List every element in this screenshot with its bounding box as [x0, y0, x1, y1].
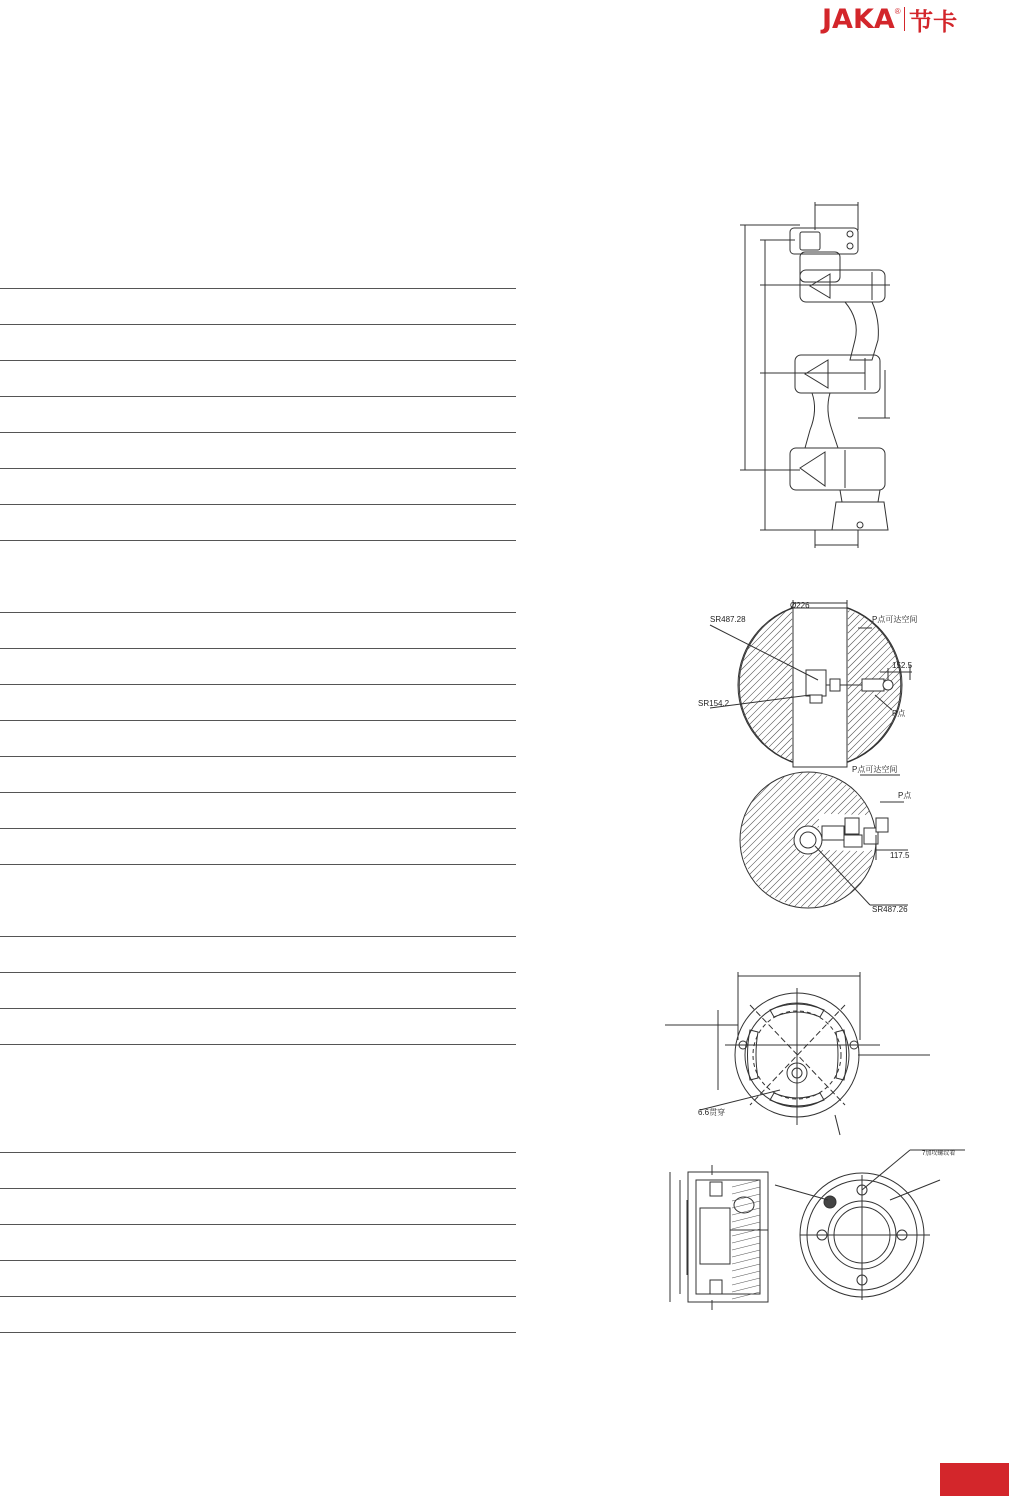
- offset-label-1: 152.5: [892, 661, 913, 670]
- sphere-outer-label-2: SR487.26: [872, 905, 908, 914]
- sphere-outer-label: SR487.28: [710, 615, 746, 624]
- offset-label-2: 117.5: [890, 851, 910, 860]
- table-rule: [0, 468, 516, 469]
- technical-drawings: [640, 190, 1000, 1340]
- logo-divider: [904, 7, 906, 31]
- tap-note-label: 7加攻螺纹着: [922, 1151, 956, 1157]
- registered-mark: ®: [894, 7, 901, 16]
- table-rule: [0, 720, 516, 721]
- diameter-label: Ø226: [790, 601, 810, 610]
- table-rule: [0, 828, 516, 829]
- table-rule: [0, 1188, 516, 1189]
- reachable-space-label: P点可达空间: [872, 615, 918, 624]
- table-rule: [0, 288, 516, 289]
- table-rule: [0, 756, 516, 757]
- table-rule: [0, 360, 516, 361]
- table-rule: [0, 540, 516, 541]
- table-rule: [0, 684, 516, 685]
- table-rule: [0, 1296, 516, 1297]
- brand-name: JAKA: [822, 3, 895, 35]
- table-rule: [0, 1224, 516, 1225]
- table-rule: [0, 972, 516, 973]
- table-rule: [0, 432, 516, 433]
- table-rule: [0, 936, 516, 937]
- sphere-inner-label: SR154.2: [698, 699, 730, 708]
- table-rule: [0, 1260, 516, 1261]
- table-rule: [0, 1332, 516, 1333]
- reachable-space-label-2: P点可达空间: [852, 765, 898, 774]
- table-rule: [0, 324, 516, 325]
- table-rule: [0, 504, 516, 505]
- table-rule: [0, 864, 516, 865]
- table-rule: [0, 396, 516, 397]
- arm-side-view: [740, 202, 890, 548]
- flange-front-view: [775, 1150, 965, 1300]
- brand-chinese-name: 节卡: [909, 7, 958, 36]
- base-hole-label: 6.6贯穿: [698, 1108, 726, 1117]
- spec-table-rules: [0, 0, 520, 1400]
- p-point-label: P点: [892, 709, 906, 718]
- table-rule: [0, 648, 516, 649]
- reach-side-view: [740, 772, 908, 908]
- brand-logo: [822, 4, 957, 34]
- table-rule: [0, 1008, 516, 1009]
- reach-top-view: [710, 600, 912, 767]
- p-point-label-2: P点: [898, 791, 912, 800]
- flange-cross-section: [670, 1165, 768, 1310]
- table-rule: [0, 1044, 516, 1045]
- table-rule: [0, 1152, 516, 1153]
- page-tab: [940, 1463, 1009, 1496]
- table-rule: [0, 612, 516, 613]
- table-rule: [0, 792, 516, 793]
